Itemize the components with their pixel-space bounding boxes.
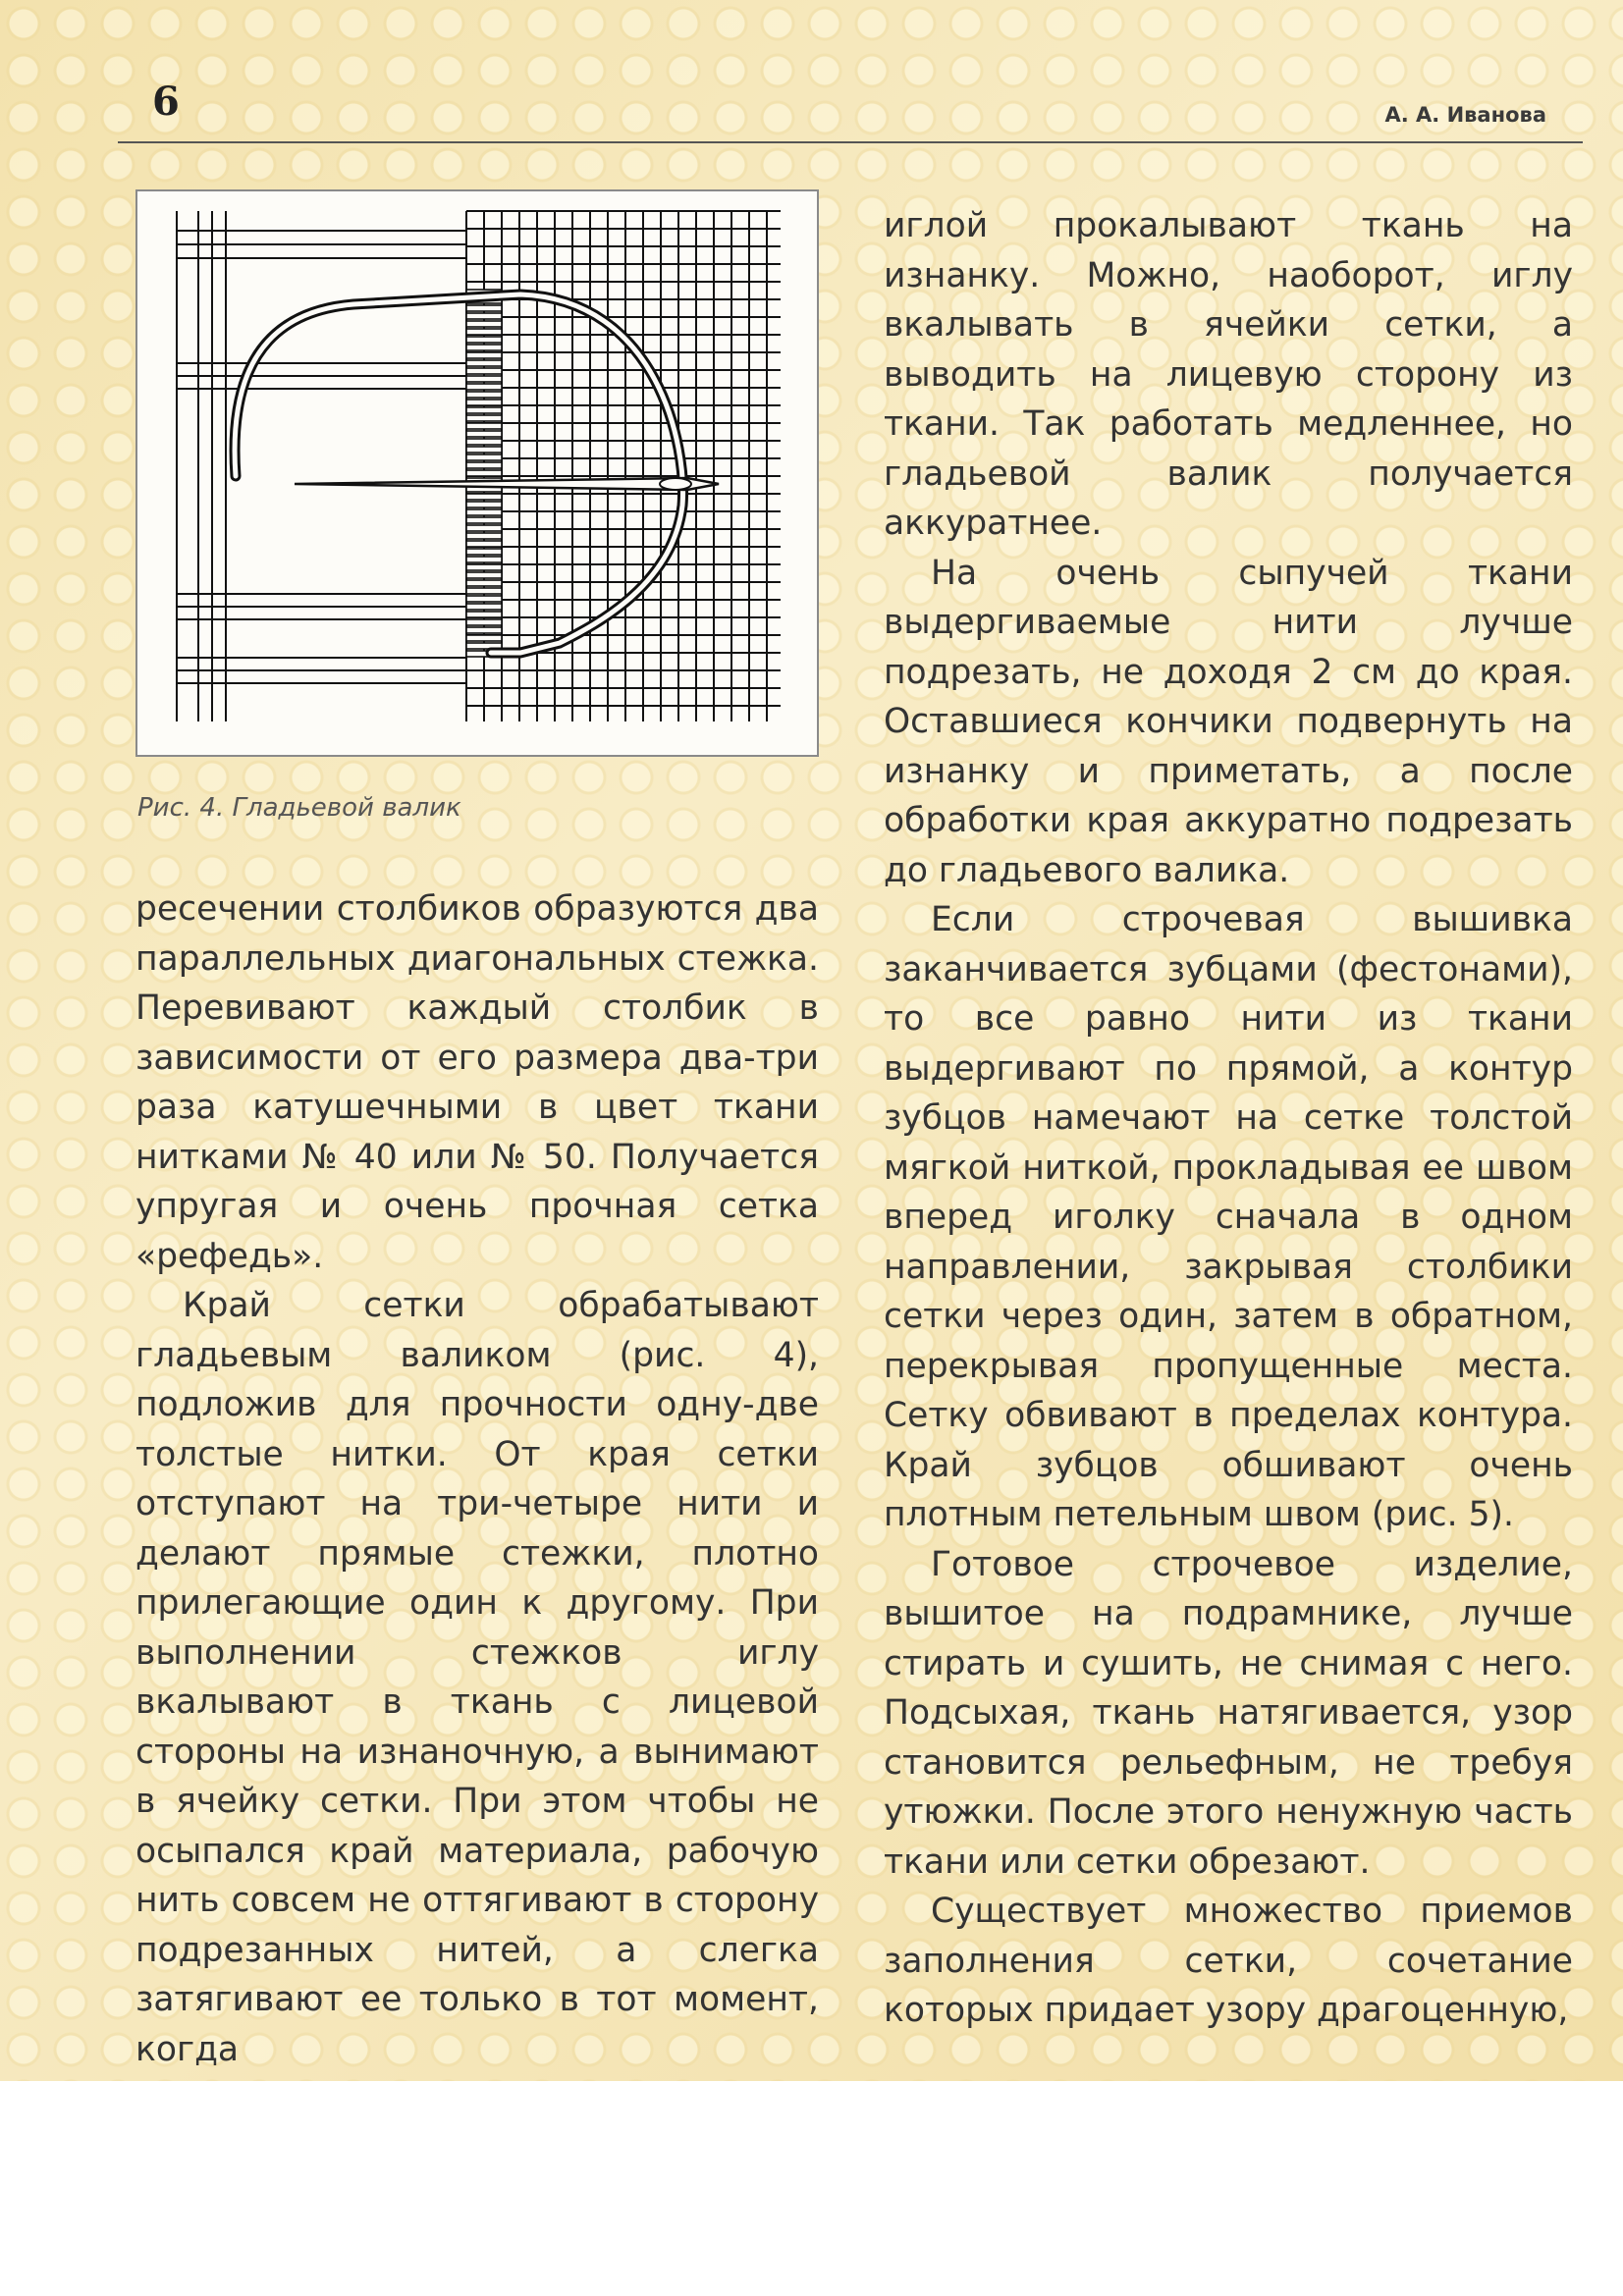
- drawn-threads: [177, 211, 466, 721]
- right-text-column: [884, 201, 1573, 2036]
- satin-roll-stitches: [466, 290, 502, 657]
- paragraph: Край сетки обрабатывают гладьевым валиком (рис. 4), подложив для прочности одну-две толстые нитки. От края сетки отступают на три-четыре нити и делают прямые стежки, плотно прилегающие один к другому. При выполнении стежков иглу вкалывают в ткань с лицевой стороны на изнаночную, а вынимают в ячейку сетки. При этом чтобы не осыпался край материала, рабочую нить совсем не оттягивают в сторону подрезанных нитей, а слегка затягивают ее только в тот момент, когда: [135, 1286, 819, 2069]
- figure-caption: Рис. 4. Гладьевой валик: [137, 793, 461, 823]
- paragraph: Если строчевая вышивка заканчивается зубцами (фестонами), то все равно нити из ткани выдергивают по прямой, а контур зубцов намечают на сетке толстой мягкой ниткой, прокладывая ее швом вперед иголку сначала в одном направлении, закрывая столбики сетки через один, затем в обратном, перекрывая пропущенные места. Сетку обвивают в пределах контура. Край зубцов обшивают очень плотным петельным швом (рис. 5).: [884, 900, 1573, 1534]
- running-header-author: А. А. Иванова: [1384, 103, 1546, 127]
- paragraph: Существует множество приемов заполнения сетки, сочетание которых придает узору драгоценную,: [884, 1892, 1573, 2030]
- mesh-grid: [466, 211, 781, 721]
- paragraph: ресечении столбиков образуются два параллельных диагональных стежка. Перевивают каждый столбик в зависимости от его размера два-три раза катушечными в цвет ткани нитками № 40 или № 50. Получается упругая и очень прочная сетка «рефедь».: [135, 889, 819, 1276]
- header-divider: [118, 141, 1583, 143]
- embroidery-grid-needle-icon: [137, 191, 817, 755]
- needle-icon: [295, 478, 719, 490]
- paragraph: Готовое строчевое изделие, вышитое на подрамнике, лучше стирать и сушить, не снимая с него. Подсыхая, ткань натягивается, узор становится рельефным, не требуя утюжки. После этого ненужную часть ткани или сетки обрезают.: [884, 1544, 1573, 1882]
- page-number: 6: [152, 79, 180, 125]
- paragraph: иглой прокалывают ткань на изнанку. Можно, наоборот, иглу вкалывать в ячейки сетки, а выводить на лицевую сторону из ткани. Так работать медленнее, но гладьевой валик получается аккуратнее.: [884, 206, 1573, 543]
- paragraph: На очень сыпучей ткани выдергиваемые нити лучше подрезать, не доходя 2 см до края. Оставшиеся кончики подвернуть на изнанку и приметать, а после обработки края аккуратно подрезать до гладьевого валика.: [884, 553, 1573, 890]
- left-text-column: [135, 884, 819, 2074]
- figure-illustration: [135, 189, 819, 757]
- needle-eye-icon: [660, 478, 691, 490]
